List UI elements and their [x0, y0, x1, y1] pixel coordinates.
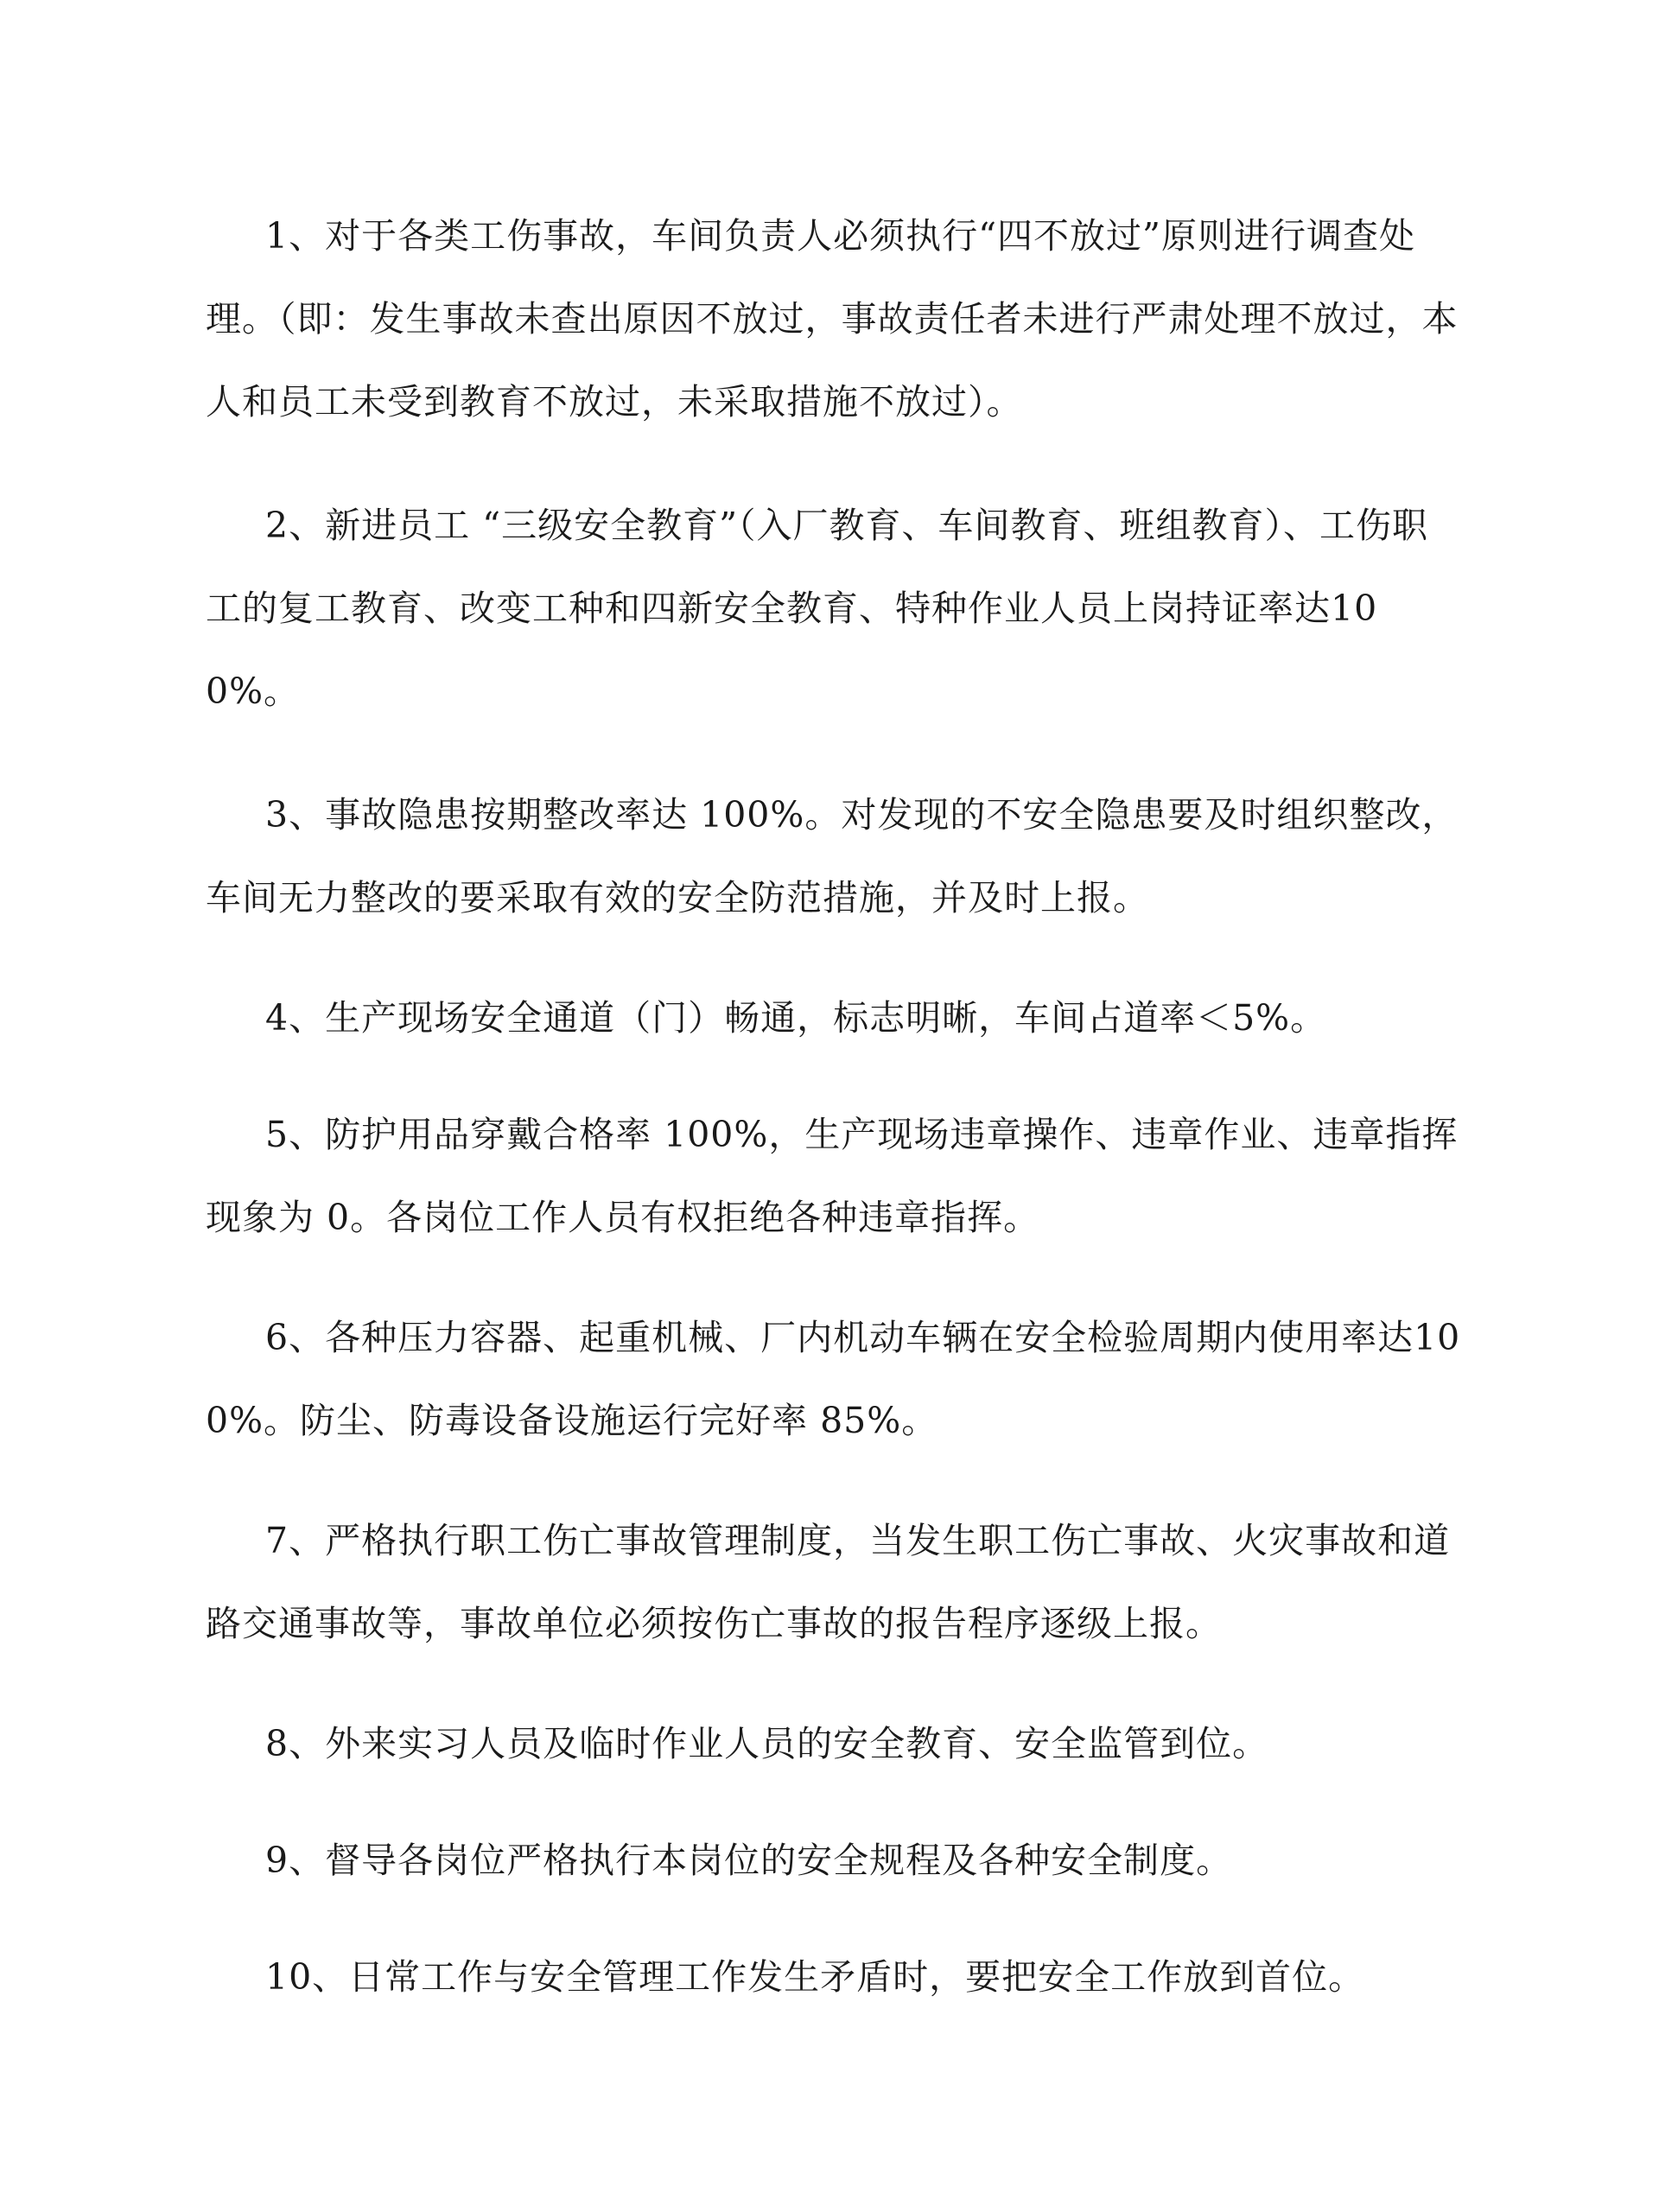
paragraph-8: 8、外来实习人员及临时作业人员的安全教育、安全监管到位。: [265, 1723, 1269, 1764]
paragraph-1: 1、对于各类工伤事故，车间负责人必须执行“四不放过”原则进行调查处理。（即：发生事故未查出原因不放过，事故责任者未进行严肃处理不放过，本人和员工未受到教育不放过，未采取措施不放过）。: [206, 215, 1459, 423]
paragraph-4: 4、生产现场安全通道（门）畅通，标志明晰，车间占道率＜5%。: [265, 997, 1327, 1039]
paragraph-2: 2、新进员工 “三级安全教育”（入厂教育、车间教育、班组教育）、工伤职工的复工教育、改变工种和四新安全教育、特种作业人员上岗持证率达100%。: [206, 505, 1429, 712]
paragraph-9: 9、督导各岗位严格执行本岗位的安全规程及各种安全制度。: [265, 1840, 1233, 1881]
paragraph-6: 6、各种压力容器、起重机械、厂内机动车辆在安全检验周期内使用率达100%。防尘、防毒设备设施运行完好率 85%。: [206, 1317, 1461, 1441]
paragraph-3: 3、事故隐患按期整改率达 100%。对发现的不安全隐患要及时组织整改，车间无力整改的要采取有效的安全防范措施，并及时上报。: [206, 794, 1459, 918]
paragraph-10: 10、日常工作与安全管理工作发生矛盾时，要把安全工作放到首位。: [265, 1956, 1365, 1998]
paragraph-5: 5、防护用品穿戴合格率 100%，生产现场违章操作、违章作业、违章指挥现象为 0。各岗位工作人员有权拒绝各种违章指挥。: [206, 1114, 1459, 1238]
paragraph-7: 7、严格执行职工伤亡事故管理制度，当发生职工伤亡事故、火灾事故和道路交通事故等，事故单位必须按伤亡事故的报告程序逐级上报。: [206, 1520, 1451, 1644]
